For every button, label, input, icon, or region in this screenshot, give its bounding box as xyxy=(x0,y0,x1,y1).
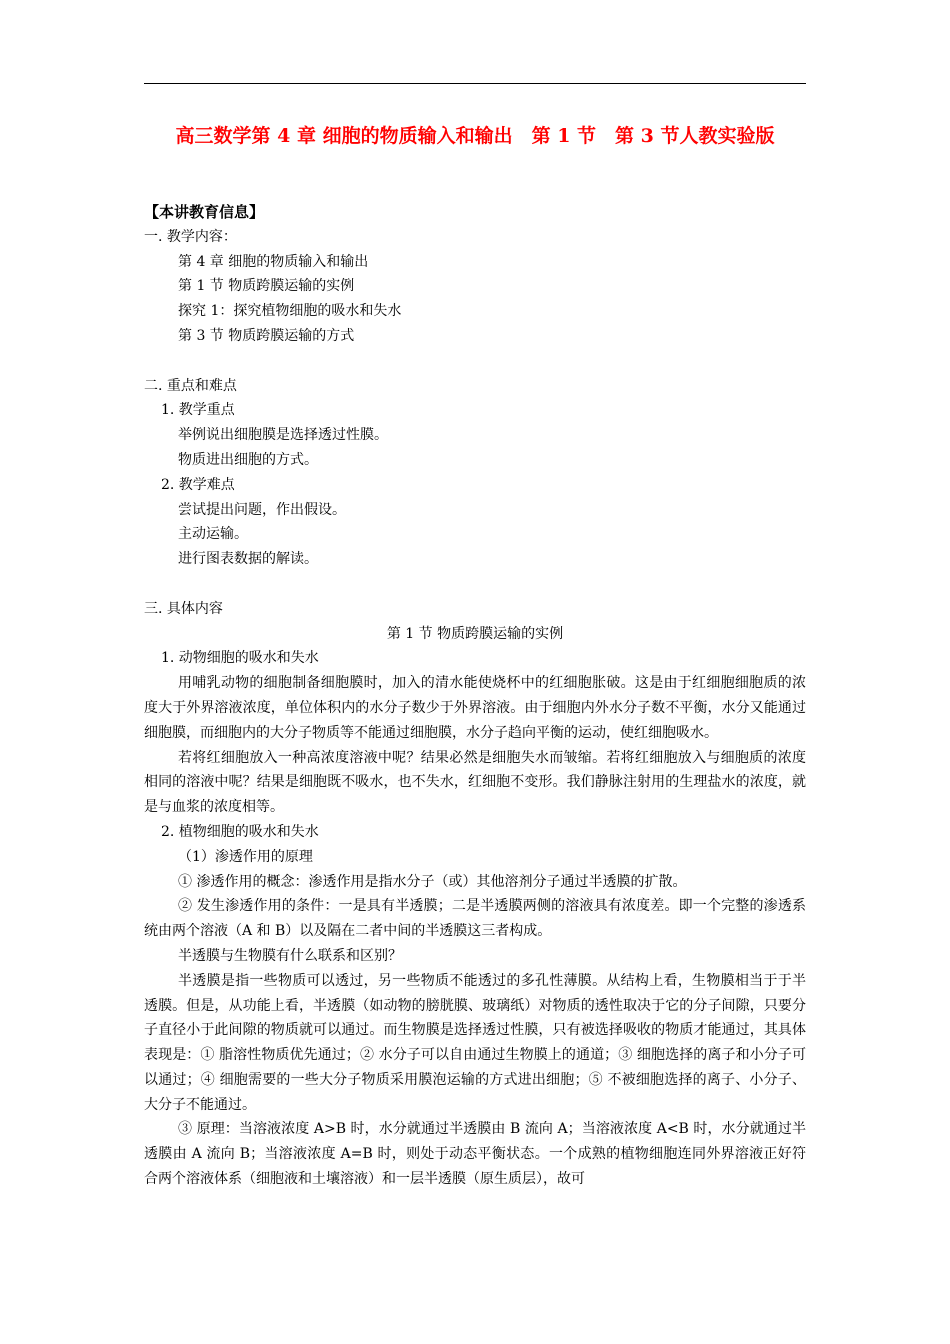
section1-item: 第 4 章 细胞的物质输入和输出 xyxy=(178,253,369,270)
paragraph: 若将红细胞放入一种高浓度溶液中呢？结果必然是细胞失水而皱缩。若将红细胞放入与细胞质的浓度相同的溶液中呢？结果是细胞既不吸水，也不失水，红细胞不变形。我们静脉注射用的生理盐水的浓度，就是与血浆的浓度相等。 xyxy=(144,749,806,816)
document-title: 高三数学第 4 章 细胞的物质输入和输出 第 1 节 第 3 节人教实验版 xyxy=(175,125,775,147)
section1-item: 第 1 节 物质跨膜运输的实例 xyxy=(178,278,355,295)
section2-sub2-item: 进行图表数据的解读。 xyxy=(178,551,318,568)
paragraph: ① 渗透作用的概念：渗透作用是指水分子（或）其他溶剂分子通过半透膜的扩散。 xyxy=(178,873,687,890)
section1-item: 第 3 节 物质跨膜运输的方式 xyxy=(178,327,355,344)
paragraph: ② 发生渗透作用的条件：一是具有半透膜；二是半透膜两侧的溶液具有浓度差。即一个完整的渗透系统由两个溶液（A 和 B）以及隔在二者中间的半透膜这三者构成。 xyxy=(144,898,806,940)
section2-sub2-item: 尝试提出问题，作出假设。 xyxy=(178,501,346,518)
section2-sub2-item: 主动运输。 xyxy=(178,526,248,543)
section2-sub1-item: 物质进出细胞的方式。 xyxy=(178,451,318,468)
header-rule xyxy=(144,83,806,84)
section3-center-title: 第 1 节 物质跨膜运输的实例 xyxy=(386,625,564,642)
section1-heading: 一. 教学内容： xyxy=(144,228,237,245)
section2-sub2: 2. 教学难点 xyxy=(161,476,235,493)
spacer xyxy=(144,349,806,374)
section2-heading: 二. 重点和难点 xyxy=(144,377,237,394)
spacer xyxy=(144,572,806,597)
section2-sub1: 1. 教学重点 xyxy=(161,402,235,419)
info-header: 【本讲教育信息】 xyxy=(144,203,265,221)
paragraph: 用哺乳动物的细胞制备细胞膜时，加入的清水能使烧杯中的红细胞胀破。这是由于红细胞细胞质的浓度大于外界溶液浓度，单位体积内的水分子数少于外界溶液。由于细胞内外水分子数不平衡，水分又能通过细胞膜，而细胞内的大分子物质等不能通过细胞膜，水分子趋向平衡的运动，使红细胞吸水。 xyxy=(144,675,806,741)
section2-sub1-item: 举例说出细胞膜是选择透过性膜。 xyxy=(178,427,388,444)
section3-sub2a: （1）渗透作用的原理 xyxy=(178,848,313,865)
document-body xyxy=(144,200,806,1192)
section3-sub1: 1. 动物细胞的吸水和失水 xyxy=(161,650,319,667)
paragraph: 半透膜与生物膜有什么联系和区别？ xyxy=(178,947,402,964)
section3-heading: 三. 具体内容 xyxy=(144,600,223,617)
section3-sub2: 2. 植物细胞的吸水和失水 xyxy=(161,823,319,840)
paragraph: ③ 原理：当溶液浓度 A>B 时，水分就通过半透膜由 B 流向 A；当溶液浓度 A<B 时，水分就通过半透膜由 A 流向 B；当溶液浓度 A=B 时，则处于动态平衡状态。一个成熟的植物细胞连同外界溶液正好符合两个溶液体系（细胞液和土壤溶液）和一层半透膜（原生质层），故可 xyxy=(144,1121,806,1188)
paragraph: 半透膜是指一些物质可以透过，另一些物质不能透过的多孔性薄膜。从结构上看，生物膜相当于于半透膜。但是，从功能上看，半透膜（如动物的膀胱膜、玻璃纸）对物质的透性取决于它的分子间隙，只要分子直径小于此间隙的物质就可以通过。而生物膜是选择透过性膜，只有被选择吸收的物质才能通过，其具体表现是：① 脂溶性物质优先通过；② 水分子可以自由通过生物膜上的通道；③ 细胞选择的离子和小分子可以通过；④ 细胞需要的一些大分子物质采用膜泡运输的方式进出细胞；⑤ 不被细胞选择的离子、小分子、大分子不能通过。 xyxy=(144,972,806,1113)
section1-item: 探究 1：探究植物细胞的吸水和失水 xyxy=(178,303,402,320)
